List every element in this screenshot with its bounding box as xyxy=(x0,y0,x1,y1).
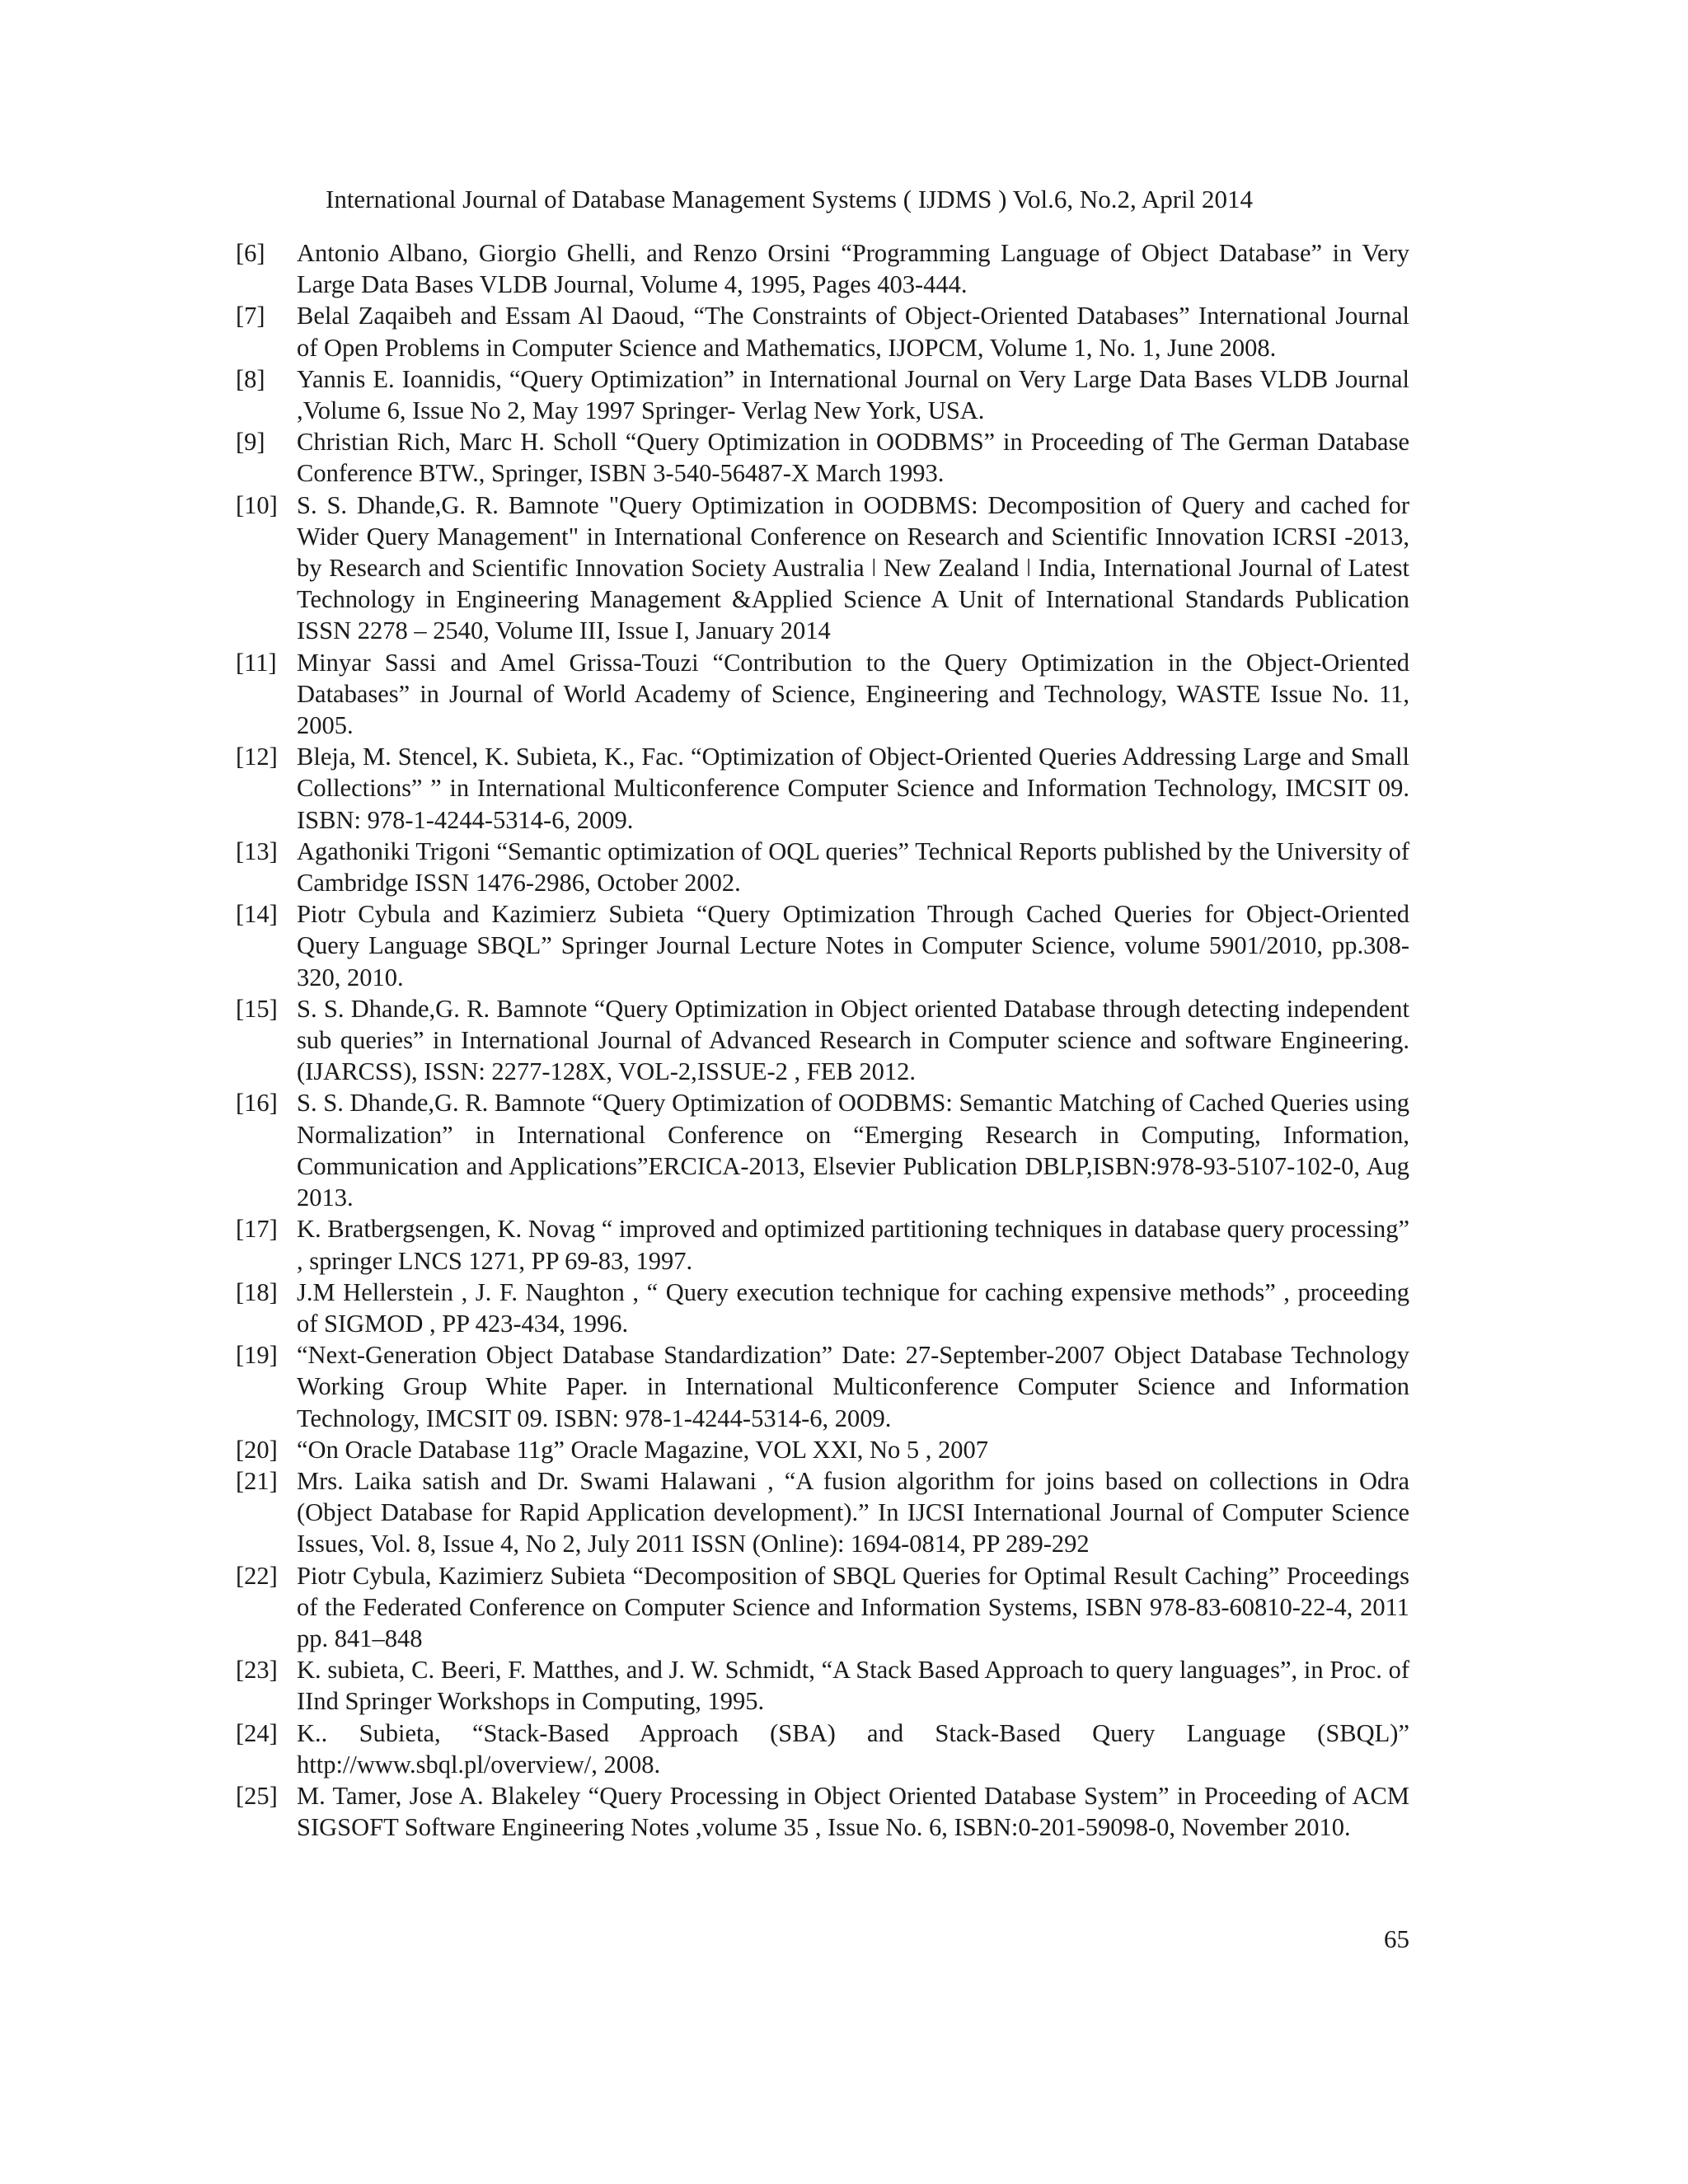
reference-item xyxy=(236,1213,1409,1276)
reference-number: [10] xyxy=(236,490,278,519)
page-number: 65 xyxy=(1384,1924,1409,1953)
reference-item xyxy=(236,1718,1409,1780)
reference-number: [15] xyxy=(236,994,278,1023)
reference-number: [12] xyxy=(236,743,278,771)
reference-number: [8] xyxy=(236,364,265,393)
reference-number: [22] xyxy=(236,1561,278,1590)
reference-number: [13] xyxy=(236,837,278,865)
reference-number: [24] xyxy=(236,1718,278,1747)
reference-text: “Next-Generation Object Database Standardization” Date: 27-September-2007 Object Database Technology Working Group White Paper. in International Multiconference Computer Science and Information Technology, IMCSIT 09. ISBN: 978-1-4244-5314-6, 2009. xyxy=(297,1341,1409,1432)
reference-text: J.M Hellerstein , J. F. Naughton , “ Query execution technique for caching expensive methods” , proceeding of SIGMOD , PP 423-434, 1996. xyxy=(297,1277,1409,1338)
reference-number: [25] xyxy=(236,1781,278,1810)
reference-text: S. S. Dhande,G. R. Bamnote “Query Optimization of OODBMS: Semantic Matching of Cached Queries using Normalization” in International Conference on “Emerging Research in Computing, Information, Communication and Applications”ERCICA-2013, Elsevier Publication DBLP,ISBN:978-93-5107-102-0, Aug 2013. xyxy=(297,1089,1409,1212)
reference-text: M. Tamer, Jose A. Blakeley “Query Processing in Object Oriented Database System” in Proceeding of ACM SIGSOFT Software Engineering Notes ,volume 35 , Issue No. 6, ISBN:0-201-59098-0, November 2010. xyxy=(297,1781,1409,1842)
reference-number: [23] xyxy=(236,1656,278,1685)
reference-item xyxy=(236,490,1409,647)
reference-item xyxy=(236,898,1409,993)
reference-item xyxy=(236,1339,1409,1434)
reference-number: [9] xyxy=(236,428,265,457)
reference-item xyxy=(236,993,1409,1088)
reference-item xyxy=(236,237,1409,300)
reference-number: [20] xyxy=(236,1435,278,1464)
reference-text: Christian Rich, Marc H. Scholl “Query Optimization in OODBMS” in Proceeding of The German Database Conference BTW., Springer, ISBN 3-540-56487-X March 1993. xyxy=(297,428,1409,488)
reference-text: Minyar Sassi and Amel Grissa-Touzi “Contribution to the Query Optimization in the Object-Oriented Databases” in Journal of World Academy of Science, Engineering and Technology, WASTE Issue No. 11, 2005. xyxy=(297,648,1409,740)
reference-item xyxy=(236,300,1409,363)
reference-text: Bleja, M. Stencel, K. Subieta, K., Fac. “Optimization of Object-Oriented Queries Addressing Large and Small Collections” ” in International Multiconference Computer Science and Information Technology, IMCSIT 09. ISBN: 978-1-4244-5314-6, 2009. xyxy=(297,743,1409,834)
reference-number: [18] xyxy=(236,1277,278,1306)
reference-text: Belal Zaqaibeh and Essam Al Daoud, “The Constraints of Object-Oriented Databases” International Journal of Open Problems in Computer Science and Mathematics, IJOPCM, Volume 1, No. 1, June 2008. xyxy=(297,302,1409,362)
reference-item xyxy=(236,647,1409,742)
reference-item xyxy=(236,1560,1409,1655)
reference-item xyxy=(236,363,1409,426)
reference-number: [19] xyxy=(236,1341,278,1370)
reference-item xyxy=(236,836,1409,898)
reference-text: Mrs. Laika satish and Dr. Swami Halawani , “A fusion algorithm for joins based on collections in Odra (Object Database for Rapid Application development).” In IJCSI International Journal of Computer Science Issues, Vol. 8, Issue 4, No 2, July 2011 ISSN (Online): 1694-0814, PP 289-292 xyxy=(297,1466,1409,1558)
reference-item xyxy=(236,1277,1409,1339)
reference-item xyxy=(236,426,1409,489)
running-header: International Journal of Database Management Systems ( IJDMS ) Vol.6, No.2, April 2014 xyxy=(326,185,1254,213)
reference-text: Agathoniki Trigoni “Semantic optimization of OQL queries” Technical Reports published by the University of Cambridge ISSN 1476-2986, October 2002. xyxy=(297,837,1409,898)
reference-number: [14] xyxy=(236,900,278,929)
reference-text: Antonio Albano, Giorgio Ghelli, and Renzo Orsini “Programming Language of Object Database” in Very Large Data Bases VLDB Journal, Volume 4, 1995, Pages 403-444. xyxy=(297,239,1409,299)
reference-item xyxy=(236,1434,1409,1465)
reference-item xyxy=(236,741,1409,836)
reference-item xyxy=(236,1087,1409,1213)
reference-text: S. S. Dhande,G. R. Bamnote "Query Optimization in OODBMS: Decomposition of Query and cached for Wider Query Management" in International Conference on Research and Scientific Innovation ICRSI -2013, by Research and Scientific Innovation Society Australia ǀ New Zealand ǀ India, International Journal of Latest Technology in Engineering Management &Applied Science A Unit of International Standards Publication ISSN 2278 – 2540, Volume III, Issue I, January 2014 xyxy=(297,490,1409,645)
reference-text: Yannis E. Ioannidis, “Query Optimization” in International Journal on Very Large Data Bases VLDB Journal ,Volume 6, Issue No 2, May 1997 Springer- Verlag New York, USA. xyxy=(297,364,1409,425)
reference-number: [21] xyxy=(236,1466,278,1495)
reference-text: S. S. Dhande,G. R. Bamnote “Query Optimization in Object oriented Database through detecting independent sub queries” in International Journal of Advanced Research in Computer science and software Engineering. (IJARCSS), ISSN: 2277-128X, VOL-2,ISSUE-2 , FEB 2012. xyxy=(297,994,1409,1086)
reference-text: K. subieta, C. Beeri, F. Matthes, and J. W. Schmidt, “A Stack Based Approach to query languages”, in Proc. of IInd Springer Workshops in Computing, 1995. xyxy=(297,1656,1409,1716)
reference-text: K.. Subieta, “Stack-Based Approach (SBA) and Stack-Based Query Language (SBQL)” http://www.sbql.pl/overview/, 2008. xyxy=(297,1718,1409,1779)
reference-text: Piotr Cybula, Kazimierz Subieta “Decomposition of SBQL Queries for Optimal Result Caching” Proceedings of the Federated Conference on Computer Science and Information Systems, ISBN 978-83-60810-22-4, 2011 pp. 841–848 xyxy=(297,1561,1409,1652)
reference-item xyxy=(236,1654,1409,1717)
reference-number: [11] xyxy=(236,648,277,677)
reference-text: “On Oracle Database 11g” Oracle Magazine, VOL XXI, No 5 , 2007 xyxy=(297,1435,989,1464)
reference-text: K. Bratbergsengen, K. Novag “ improved and optimized partitioning techniques in database query processing” , springer LNCS 1271, PP 69-83, 1997. xyxy=(297,1215,1409,1275)
reference-text: Piotr Cybula and Kazimierz Subieta “Query Optimization Through Cached Queries for Object-Oriented Query Language SBQL” Springer Journal Lecture Notes in Computer Science, volume 5901/2010, pp.308-320, 2010. xyxy=(297,900,1409,991)
reference-number: [16] xyxy=(236,1089,278,1118)
reference-number: [6] xyxy=(236,239,265,267)
reference-list xyxy=(236,237,1409,1843)
reference-item xyxy=(236,1465,1409,1560)
reference-item xyxy=(236,1780,1409,1843)
reference-number: [7] xyxy=(236,302,265,330)
reference-number: [17] xyxy=(236,1215,278,1244)
